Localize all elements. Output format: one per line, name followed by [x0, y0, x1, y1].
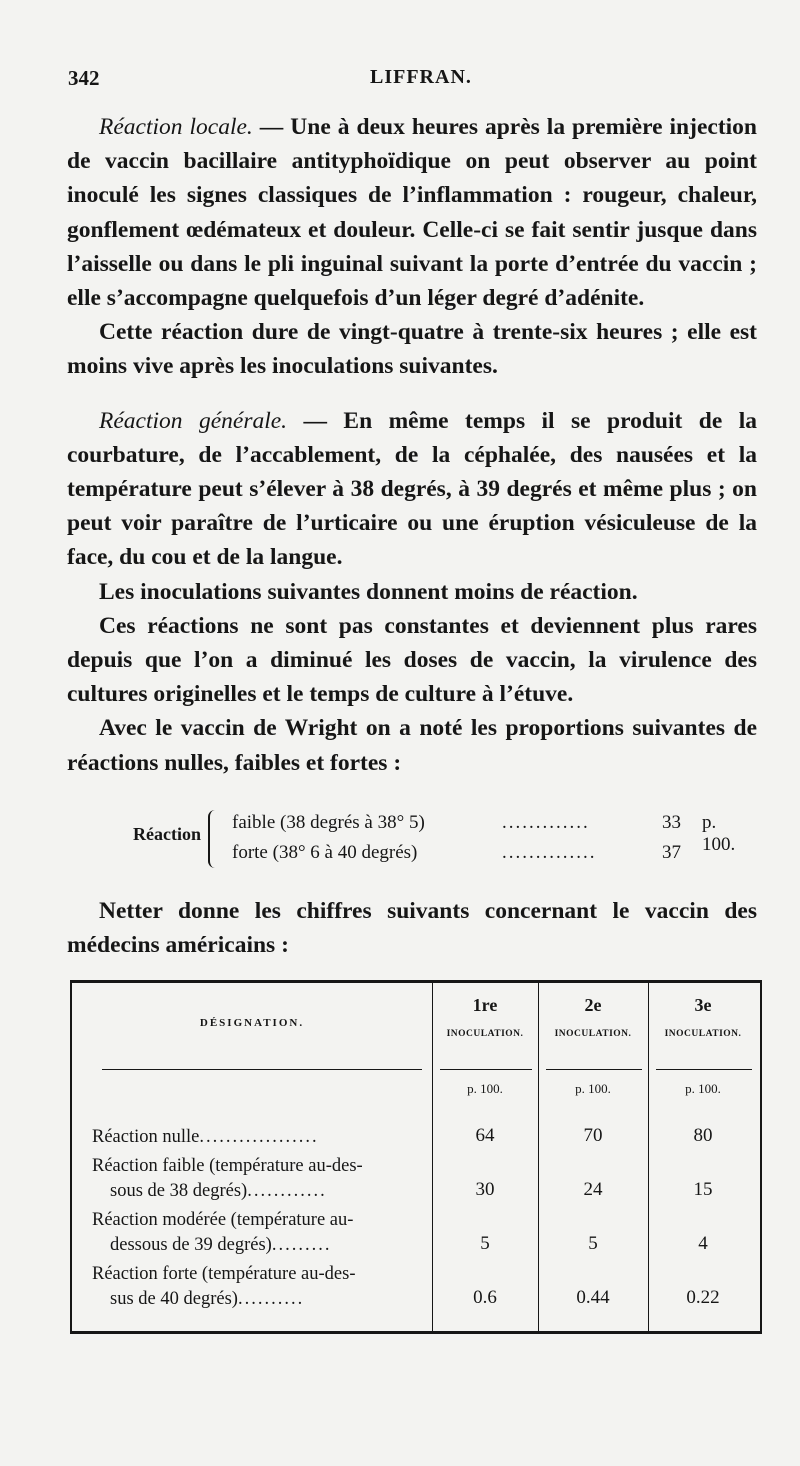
unit-label: p. 100.	[685, 1081, 721, 1096]
unit-label: p. 100.	[467, 1081, 503, 1096]
paragraph-lead: Réaction générale.	[99, 407, 288, 434]
column-header-number: 3e	[694, 995, 712, 1015]
page-number: 342	[68, 66, 100, 90]
leader-dots: ..................	[199, 1127, 319, 1147]
table-row-label	[92, 1208, 422, 1258]
reaction-value: 33	[662, 812, 681, 833]
table-cell: 30	[475, 1179, 495, 1200]
paragraph-local-reaction	[67, 110, 757, 315]
table-cell: 15	[693, 1179, 713, 1200]
column-header-number: 1re	[472, 995, 498, 1015]
reaction-desc: faible (38 degrés à 38° 5)	[232, 812, 425, 833]
page-header	[68, 66, 758, 96]
table-cell: 64	[475, 1125, 495, 1146]
leader-dots: ..............	[502, 842, 597, 863]
row-label-text: Réaction faible (température au-des-	[92, 1156, 363, 1176]
column-header-label: INOCULATION.	[446, 1029, 524, 1039]
leader-dots: .............	[502, 812, 590, 833]
table-cell: 4	[698, 1233, 708, 1254]
row-label-text: sus de 40 degrés)	[110, 1289, 238, 1309]
table-cell: 24	[583, 1179, 603, 1200]
header-separator	[102, 1069, 422, 1070]
column-header-number: 2e	[584, 995, 602, 1015]
header-separator	[546, 1069, 642, 1070]
table-cell: 0.22	[686, 1287, 720, 1308]
body-text-after-list	[67, 894, 757, 962]
leader-dots: .........	[271, 1235, 332, 1255]
reaction-label: Réaction	[133, 824, 201, 844]
reaction-desc: forte (38° 6 à 40 degrés)	[232, 842, 418, 863]
row-label-text: Réaction forte (température au-des-	[92, 1264, 356, 1284]
body-text	[67, 110, 757, 780]
table-cell: 0.6	[473, 1287, 497, 1308]
paragraph-lead: Réaction locale.	[99, 114, 253, 140]
paragraph-duration: Cette réaction dure de vingt-quatre à trente-six heures ; elle est moins vive après les inoculations suivantes.	[67, 319, 757, 380]
table-cell: 80	[693, 1125, 713, 1146]
table-row-label	[92, 1154, 422, 1204]
table-cell: 70	[583, 1125, 603, 1146]
row-label-text: Réaction nulle	[92, 1127, 200, 1147]
column-header-label: INOCULATION.	[664, 1029, 742, 1039]
paragraph-wright: Avec le vaccin de Wright on a noté les proportions suivantes de réactions nulles, faibles et fortes :	[67, 715, 757, 776]
leader-dots: ..........	[237, 1289, 305, 1309]
table-row-label	[92, 1125, 422, 1150]
inoculation-table	[70, 980, 762, 1334]
column-header-label: INOCULATION.	[554, 1029, 632, 1039]
table-cell: 5	[588, 1233, 598, 1254]
wright-reaction-list	[98, 808, 758, 876]
column-header-designation: DÉSIGNATION.	[199, 1017, 305, 1029]
header-separator	[656, 1069, 752, 1070]
table-cell: 0.44	[576, 1287, 610, 1308]
reaction-unit: p. 100.	[702, 812, 736, 855]
paragraph-general-reaction	[67, 404, 757, 575]
reaction-value: 37	[662, 842, 681, 863]
paragraph-text: — Une à deux heures après la première injection de vaccin bacillaire antityphoïdique on peut observer au point inoculé les signes classiques de l’inflammation : rougeur, chaleur, gonflement œdémateux et douleur. Celle-ci se fait sentir jusque dans l’aisselle ou dans le pli inguinal suivant la porte d’entrée du vaccin ; elle s’accompagne quelquefois d’un léger degré d’adénite.	[67, 114, 757, 312]
row-label-text: Réaction modérée (température au-	[92, 1210, 354, 1230]
table-row-label	[92, 1262, 422, 1312]
reaction-row-forte	[232, 842, 752, 870]
paragraph-text: — En même temps il se produit de la courbature, de l’accablement, de la céphalée, des nausées et la température peut s’élever à 38 degrés, à 39 degrés et même plus ; on peut voir paraître de l’urticaire ou une éruption vésiculeuse de la face, du cou et de la langue.	[67, 407, 757, 571]
paragraph-netter: Netter donne les chiffres suivants concernant le vaccin des médecins américains :	[67, 898, 757, 958]
brace	[208, 810, 220, 868]
leader-dots: ............	[247, 1181, 327, 1201]
paragraph-variability: Ces réactions ne sont pas constantes et deviennent plus rares depuis que l’on a diminué les doses de vaccin, la virulence des cultures originelles et le temps de culture à l’étuve.	[67, 612, 757, 708]
row-label-text: sous de 38 degrés)	[110, 1181, 248, 1201]
running-title: LIFFRAN.	[370, 66, 472, 88]
header-separator	[440, 1069, 532, 1070]
row-label-text: dessous de 39 degrés)	[110, 1235, 272, 1255]
unit-label: p. 100.	[575, 1081, 611, 1096]
paragraph-subsequent: Les inoculations suivantes donnent moins de réaction.	[99, 578, 638, 605]
table-cell: 5	[480, 1233, 490, 1254]
